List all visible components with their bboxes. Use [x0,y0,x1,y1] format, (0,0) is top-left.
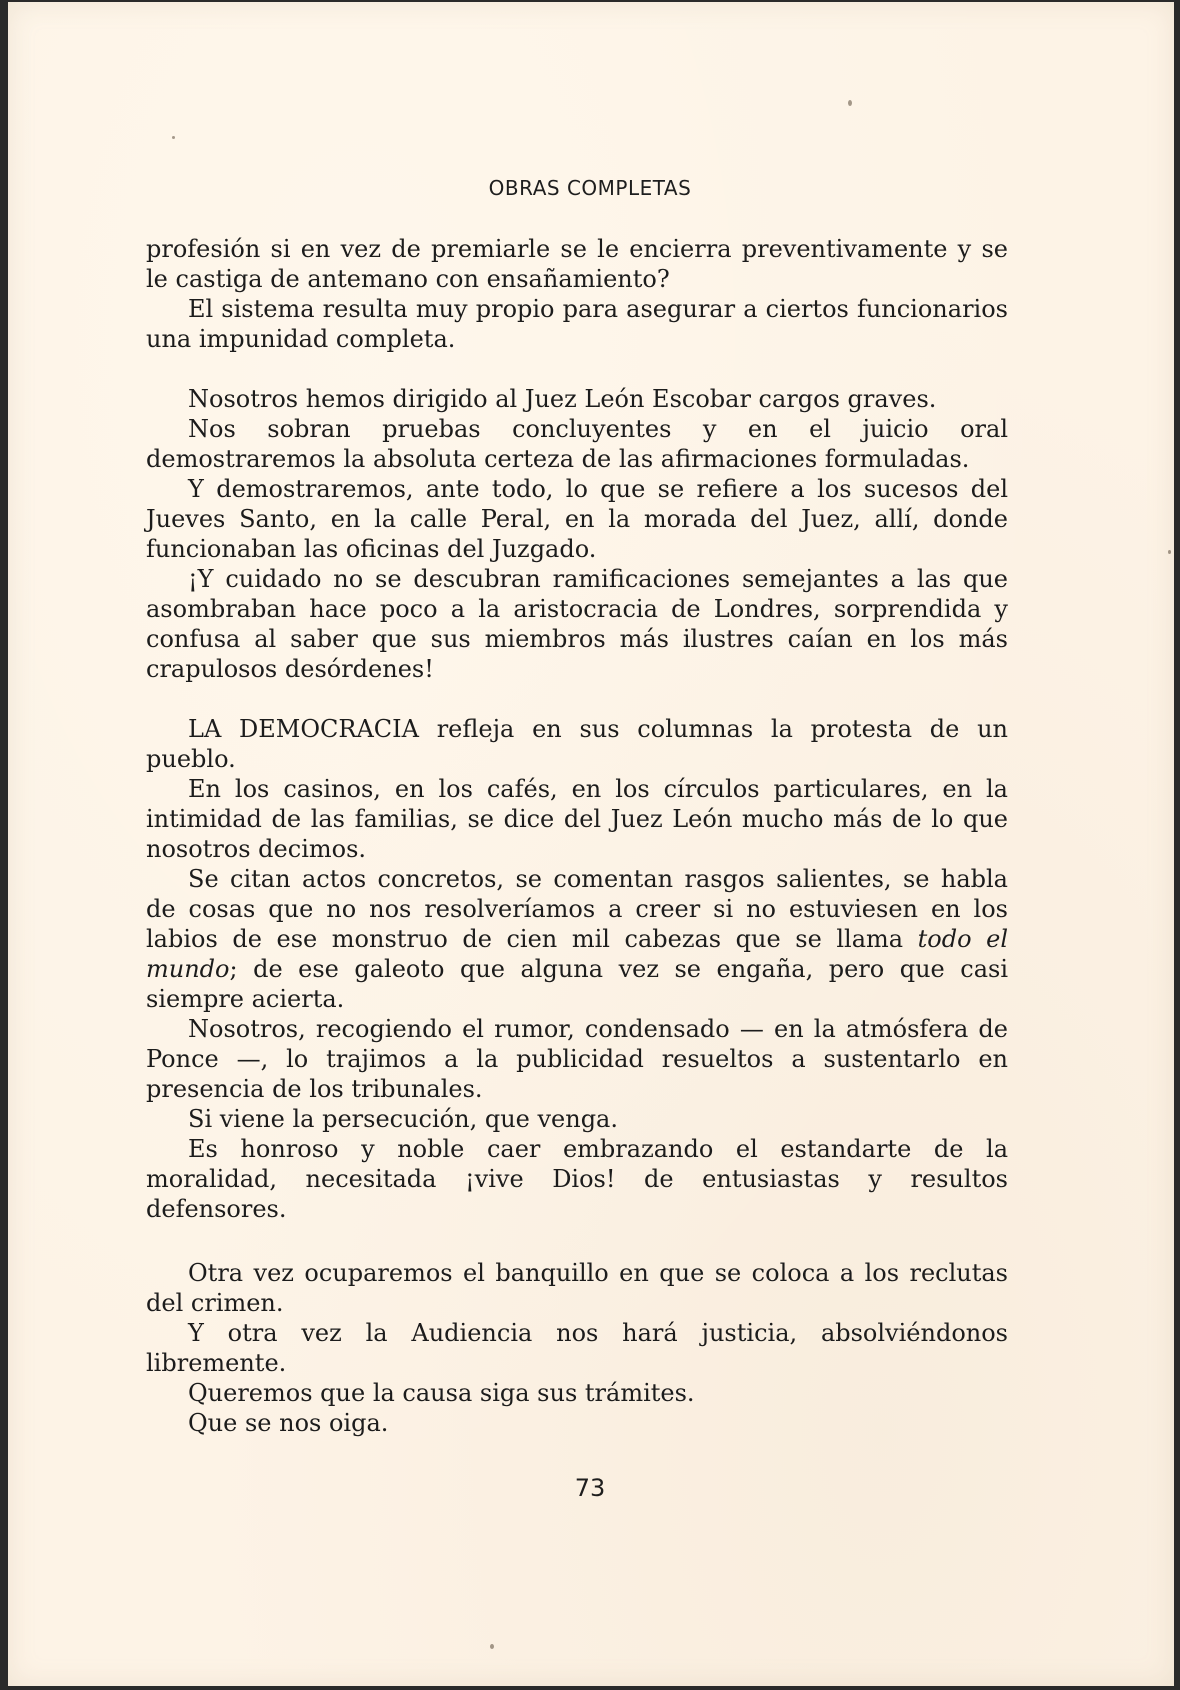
paragraph: Si viene la persecución, que venga. [188,1105,618,1133]
paper-speck [490,1644,494,1649]
paragraph: Y demostraremos, ante todo, lo que se refiere a los sucesos del Jueves Santo, en la calle Peral, en la morada del Juez, allí, donde funcionaban las oficinas del Juzgado. [146,475,1008,563]
paragraph: Nosotros, recogiendo el rumor, condensado — en la atmósfera de Ponce —, lo trajimos a la publicidad resueltos a sustentarlo en presencia de los tribunales. [146,1015,1008,1103]
paragraph: Que se nos oiga. [188,1409,389,1437]
text-run: Se citan actos concretos, se comentan rasgos salientes, se habla de cosas que no nos resolveríamos a creer si no estuviesen en los labios de ese monstruo de cien mil cabezas que se llama [146,865,1008,953]
paper-speck [1168,550,1171,554]
paragraph: profesión si en vez de premiarle se le encierra preventivamente y se le castiga de antemano con ensañamiento? [146,235,1008,293]
paragraph: Nos sobran pruebas concluyentes y en el juicio oral demostraremos la absoluta certeza de las afirmaciones formuladas. [146,415,1008,473]
paragraph: ¡Y cuidado no se descubran ramificaciones semejantes a las que asombraban hace poco a la aristocracia de Londres, sorprendida y confusa al saber que sus miembros más ilustres caían en los más crapulosos desórdenes! [146,565,1008,683]
text-run: ; de ese galeoto que alguna vez se engaña, pero que casi siempre acierta. [146,955,1008,1013]
paragraph: LA DEMOCRACIA refleja en sus columnas la protesta de un pueblo. [146,715,1008,773]
paragraph [146,864,1008,1014]
page-number: 73 [574,1474,606,1502]
running-header: OBRAS COMPLETAS [488,176,692,200]
paper-speck [848,100,852,106]
paragraph: En los casinos, en los cafés, en los círculos particulares, en la intimidad de las familias, se dice del Juez León mucho más de lo que nosotros decimos. [146,775,1008,863]
paper-speck [172,136,175,139]
paragraph: Y otra vez la Audiencia nos hará justicia, absolviéndonos libremente. [146,1319,1008,1377]
paragraph: Nosotros hemos dirigido al Juez León Escobar cargos graves. [188,385,937,413]
paragraph: El sistema resulta muy propio para asegurar a ciertos funcionarios una impunidad completa. [146,295,1008,353]
paragraph: Otra vez ocuparemos el banquillo en que se coloca a los reclutas del crimen. [146,1259,1008,1317]
italic-phrase: todo el mundo [146,925,1008,983]
paragraph: Es honroso y noble caer embrazando el estandarte de la moralidad, necesitada ¡vive Dios! de entusiastas y resultos defensores. [146,1135,1008,1223]
body-text [146,234,1008,1438]
paragraph: Queremos que la causa siga sus trámites. [188,1379,695,1407]
